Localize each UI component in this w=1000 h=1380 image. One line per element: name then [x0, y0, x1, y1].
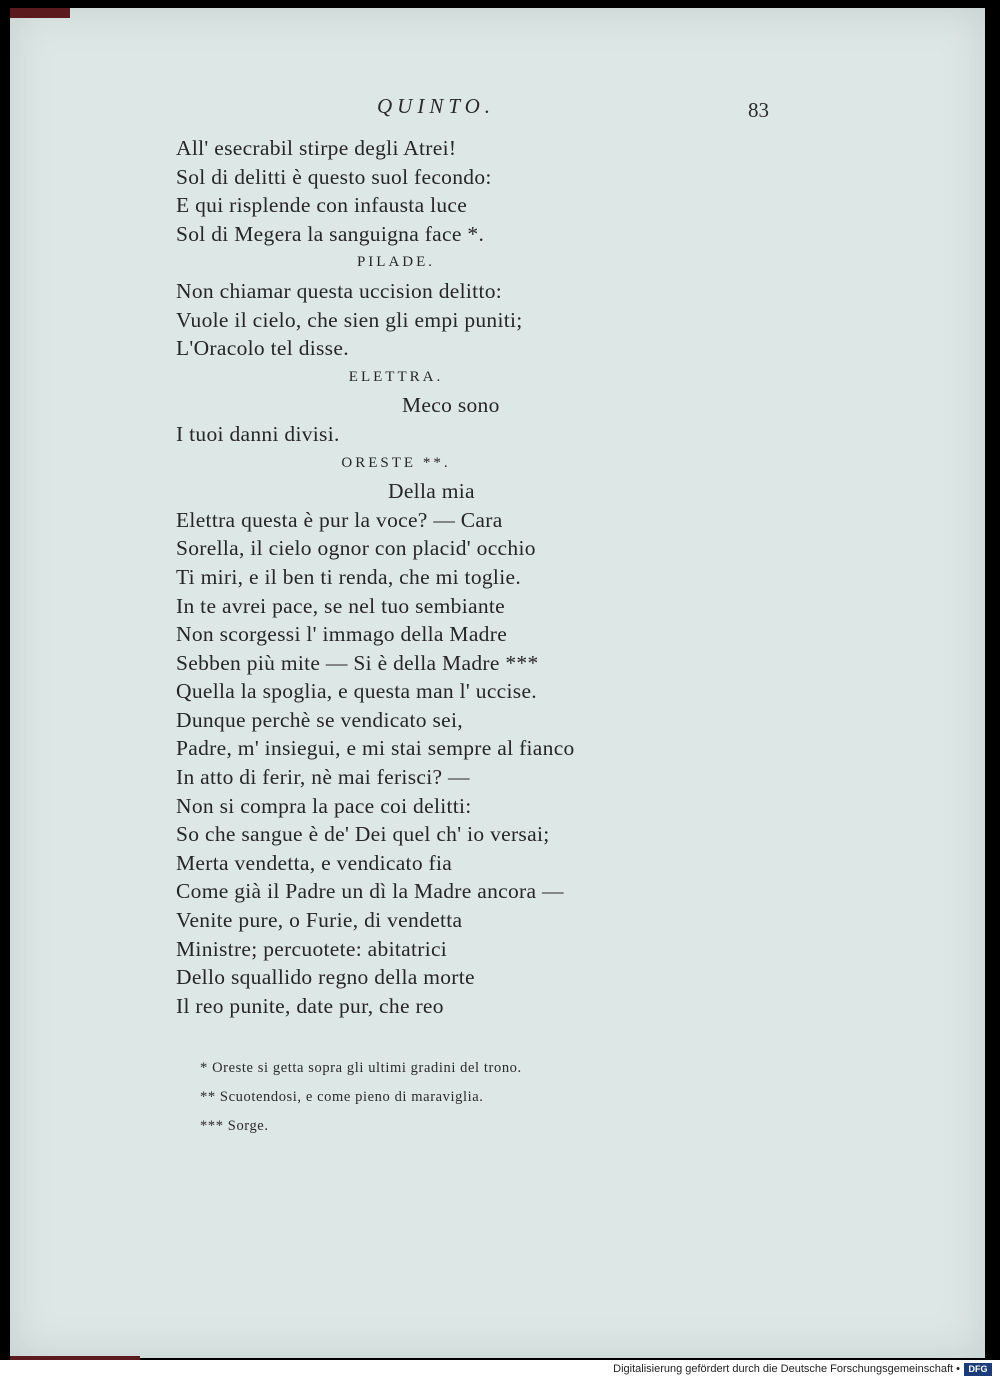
verse-line: Della mia: [388, 479, 475, 504]
verse-line: Dello squallido regno della morte: [176, 965, 475, 990]
speaker-name: ORESTE **.: [341, 454, 451, 471]
binding-edge: [10, 8, 70, 18]
page-number: 83: [748, 98, 769, 122]
verse-line: Il reo punite, date pur, che reo: [176, 993, 444, 1018]
verse-line: Elettra questa è pur la voce? — Cara: [176, 507, 503, 532]
footnote: *** Sorge.: [200, 1118, 269, 1134]
verse-line: L'Oracolo tel disse.: [176, 336, 349, 361]
verse-line: Padre, m' insiegui, e mi stai sempre al fianco: [176, 736, 575, 761]
verse-line: Dunque perchè se vendicato sei,: [176, 707, 463, 732]
verse-line: So che sangue è de' Dei quel ch' io versai;: [176, 822, 550, 847]
book-page: [10, 8, 985, 1358]
footnote: * Oreste si getta sopra gli ultimi gradini del trono.: [200, 1060, 522, 1076]
verse-line: Ti miri, e il ben ti renda, che mi toglie.: [176, 564, 521, 589]
verse-line: Merta vendetta, e vendicato fia: [176, 850, 453, 875]
verse-line: Vuole il cielo, che sien gli empi puniti;: [176, 307, 523, 332]
footnotes: [200, 1054, 522, 1141]
verse-line: I tuoi danni divisi.: [176, 421, 340, 446]
verse-line: Quella la spoglia, e questa man l' uccise.: [176, 679, 537, 704]
verse-line: In te avrei pace, se nel tuo sembiante: [176, 593, 505, 618]
footnote: ** Scuotendosi, e come pieno di maraviglia.: [200, 1089, 484, 1105]
verse-line: Sol di delitti è questo suol fecondo:: [176, 164, 492, 189]
verse-line: Non chiamar questa uccision delitto:: [176, 278, 503, 303]
verse-line: Sebben più mite — Si è della Madre ***: [176, 650, 539, 675]
verse-line: All' esecrabil stirpe degli Atrei!: [176, 136, 457, 160]
verse-line: Non si compra la pace coi delitti:: [176, 793, 472, 818]
verse-line: Come già il Padre un dì la Madre ancora —: [176, 879, 564, 904]
verse-line: Ministre; percuotete: abitatrici: [176, 936, 448, 961]
verse-line: Sol di Megera la sanguigna face *.: [176, 221, 485, 246]
dfg-logo: DFG: [964, 1363, 992, 1376]
funding-credit: Digitalisierung gefördert durch die Deutsche Forschungsgemeinschaft •: [613, 1363, 960, 1375]
verse-text: [176, 134, 696, 1020]
verse-line: Meco sono: [402, 393, 500, 418]
speaker-name: ELETTRA.: [348, 368, 444, 385]
verse-line: Non scorgessi l' immago della Madre: [176, 622, 508, 647]
speaker-name: PILADE.: [356, 254, 436, 271]
verse-line: Venite pure, o Furie, di vendetta: [176, 908, 463, 933]
verse-line: In atto di ferir, nè mai ferisci? —: [176, 765, 470, 790]
verse-line: E qui risplende con infausta luce: [176, 193, 468, 218]
running-header: QUINTO.: [377, 94, 496, 118]
verse-line: Sorella, il cielo ognor con placid' occhio: [176, 536, 536, 561]
